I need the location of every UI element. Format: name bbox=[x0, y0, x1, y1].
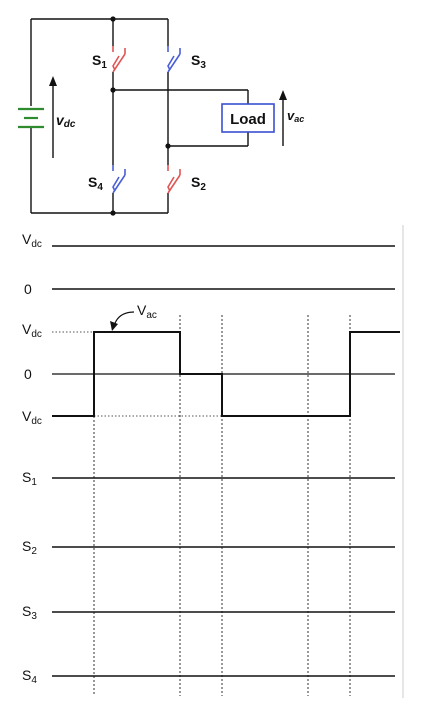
row-label-vdc: $V_{dc}$ bbox=[22, 231, 42, 250]
vac-arrow-icon bbox=[279, 90, 287, 146]
row-label-s3: $S_3$ bbox=[22, 603, 37, 622]
junction-dot bbox=[165, 143, 170, 148]
switch-label-s4: $S_4$ bbox=[88, 174, 103, 193]
row-label-s1: $S_1$ bbox=[22, 469, 37, 488]
junction-dot bbox=[110, 16, 115, 21]
row-label-zero: 0 bbox=[24, 281, 32, 297]
switch-label-s1: $S_1$ bbox=[92, 52, 107, 71]
switching-instant-lines bbox=[94, 315, 350, 696]
switch-s4-icon bbox=[113, 165, 125, 193]
load-label: Load bbox=[230, 111, 266, 128]
h-bridge-circuit bbox=[18, 16, 304, 215]
switch-s2-icon bbox=[168, 165, 180, 193]
vac-level-mid-label: 0 bbox=[24, 366, 32, 382]
dc-source-battery-icon bbox=[18, 109, 44, 127]
vac-annotation-arrowhead bbox=[110, 321, 118, 331]
vac-level-bottom-label: $V_{dc}$ bbox=[22, 408, 42, 427]
switch-s3-icon bbox=[168, 46, 180, 72]
switch-label-s2: $S_2$ bbox=[191, 174, 206, 193]
timing-diagram bbox=[22, 225, 403, 698]
row-label-s4: $S_4$ bbox=[22, 667, 37, 686]
vac-level-top-label: $V_{dc}$ bbox=[22, 321, 42, 340]
vac-label: vac bbox=[287, 108, 305, 124]
switch-label-s3: $S_3$ bbox=[191, 52, 206, 71]
junction-dot bbox=[110, 87, 115, 92]
junction-dot bbox=[110, 210, 115, 215]
row-label-s2: $S_2$ bbox=[22, 538, 37, 557]
switch-s1-icon bbox=[113, 46, 125, 72]
vac-annotation-label: $V_{ac}$ bbox=[137, 302, 157, 321]
vdc-label: vdc bbox=[56, 112, 76, 130]
